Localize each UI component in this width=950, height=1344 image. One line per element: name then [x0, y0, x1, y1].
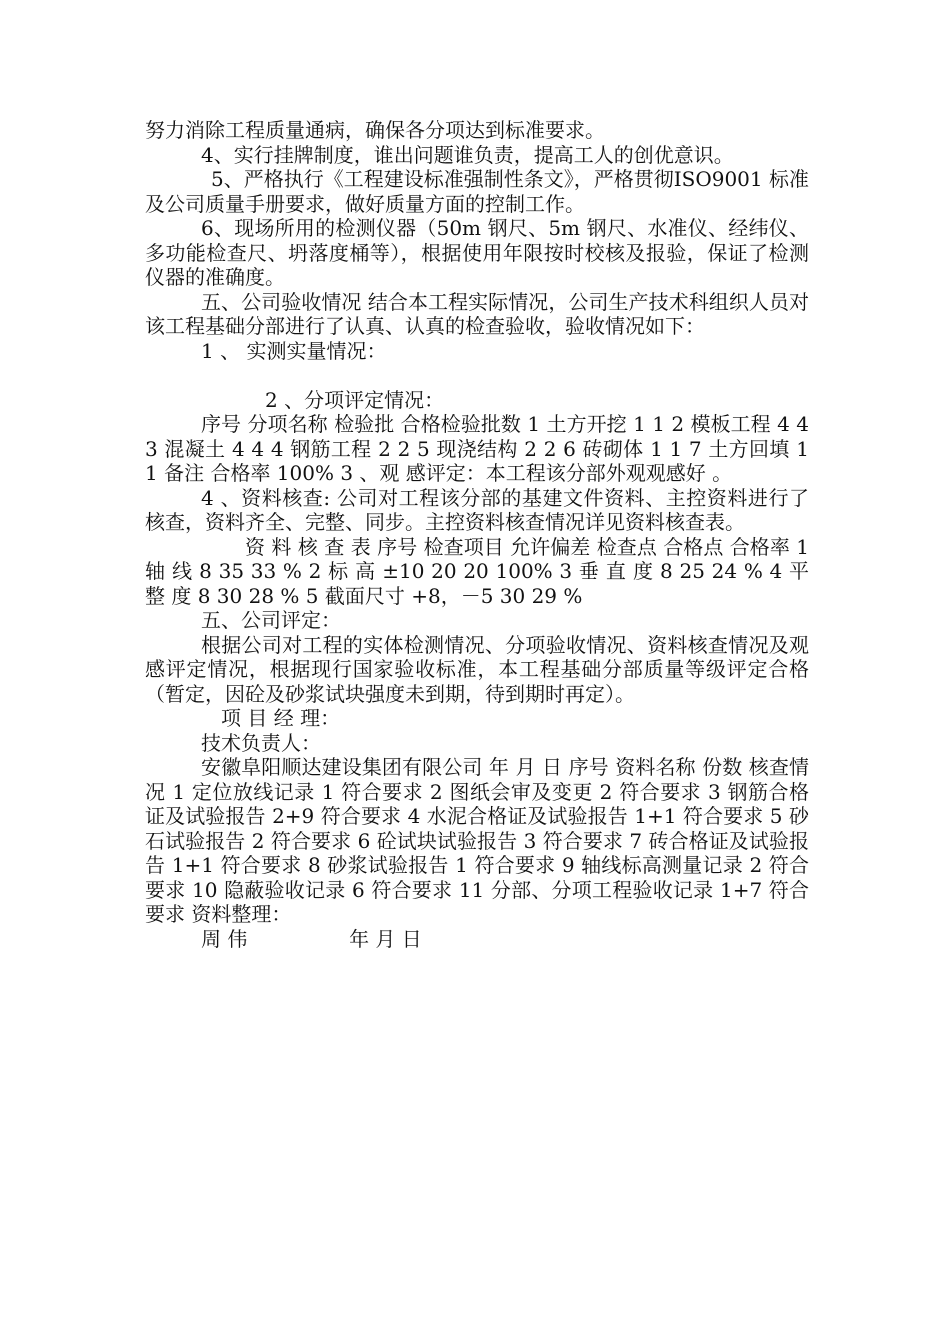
- paragraph-item-5: 5、严格执行《工程建设标准强制性条文》，严格贯彻ISO9001 标准及公司质量手册要求，做好质量方面的控制工作。: [145, 167, 809, 216]
- paragraph-company-eval-heading: 五、公司评定：: [201, 608, 341, 632]
- paragraph-subitem-heading: 2 、分项评定情况：: [265, 387, 445, 412]
- paragraph-data-check: 4 、资料核查: 公司对工程该分部的基建文件资料、主控资料进行了核查，资料齐全、完整、同步。主控资料核查情况详见资料核查表。: [145, 485, 809, 534]
- paragraph-item-4: 4、实行挂牌制度，谁出问题谁负责，提高工人的创优意识。: [201, 142, 734, 167]
- paragraph-tech-lead: 技术负责人：: [201, 730, 321, 755]
- paragraph-section-5: 五、公司验收情况 结合本工程实际情况，公司生产技术科组织人员对该工程基础分部进行了认真、认真的检查验收，验收情况如下：: [145, 289, 809, 338]
- paragraph-measure: 1 、 实测实量情况：: [201, 338, 387, 363]
- paragraph-project-manager: 项 目 经 理：: [221, 706, 341, 730]
- document-body: [145, 118, 816, 951]
- paragraph-signature: 周 伟 年 月 日: [201, 926, 422, 951]
- paragraph-company-eval: 根据公司对工程的实体检测情况、分项验收情况、资料核查情况及观感评定情况，根据现行国家验收标准，本工程基础分部质量等级评定合格（暂定，因砼及砂浆试块强度未到期，待到期时再定）。: [145, 632, 809, 706]
- paragraph-subitem-table: 序号 分项名称 检验批 合格检验批数 1 土方开挖 1 1 2 模板工程 4 4 3 混凝土 4 4 4 钢筋工程 2 2 5 现浇结构 2 2 6 砖砌体 1 1 7 土方回填 1 1 备注 合格率 100% 3 、观 感评定：本工程该分部外观观感好 。: [145, 412, 816, 485]
- paragraph-check-table: 资 料 核 查 表 序号 检查项目 允许偏差 检查点 合格点 合格率 1 轴 线 8 35 33 % 2 标 高 ±10 20 20 100% 3 垂 直 度 8 25 24 % 4 平 整 度 8 30 28 % 5 截面尺寸 +8，－5 30 29 %: [145, 534, 816, 608]
- paragraph-quality: 努力消除工程质量通病，确保各分项达到标准要求。: [145, 118, 605, 142]
- paragraph-company-records: 安徽阜阳顺达建设集团有限公司 年 月 日 序号 资料名称 份数 核查情况 1 定位放线记录 1 符合要求 2 图纸会审及变更 2 符合要求 3 钢筋合格证及试验报告 2+9 符合要求 4 水泥合格证及试验报告 1+1 符合要求 5 砂石试验报告 2 符合要求 6 砼试块试验报告 3 符合要求 7 砖合格证及试验报告 1+1 符合要求 8 砂浆试验报告 1 符合要求 9 轴线标高测量记录 2 符合要求 10 隐蔽验收记录 6 符合要求 11 分部、分项工程验收记录 1+7 符合要求 资料整理：: [145, 755, 809, 926]
- paragraph-item-6: 6、现场所用的检测仪器（50m 钢尺、5m 钢尺、水准仪、经纬仪、多功能检查尺、坍落度桶等），根据使用年限按时校核及报验，保证了检测仪器的准确度。: [145, 216, 809, 289]
- blank-line: [145, 363, 809, 388]
